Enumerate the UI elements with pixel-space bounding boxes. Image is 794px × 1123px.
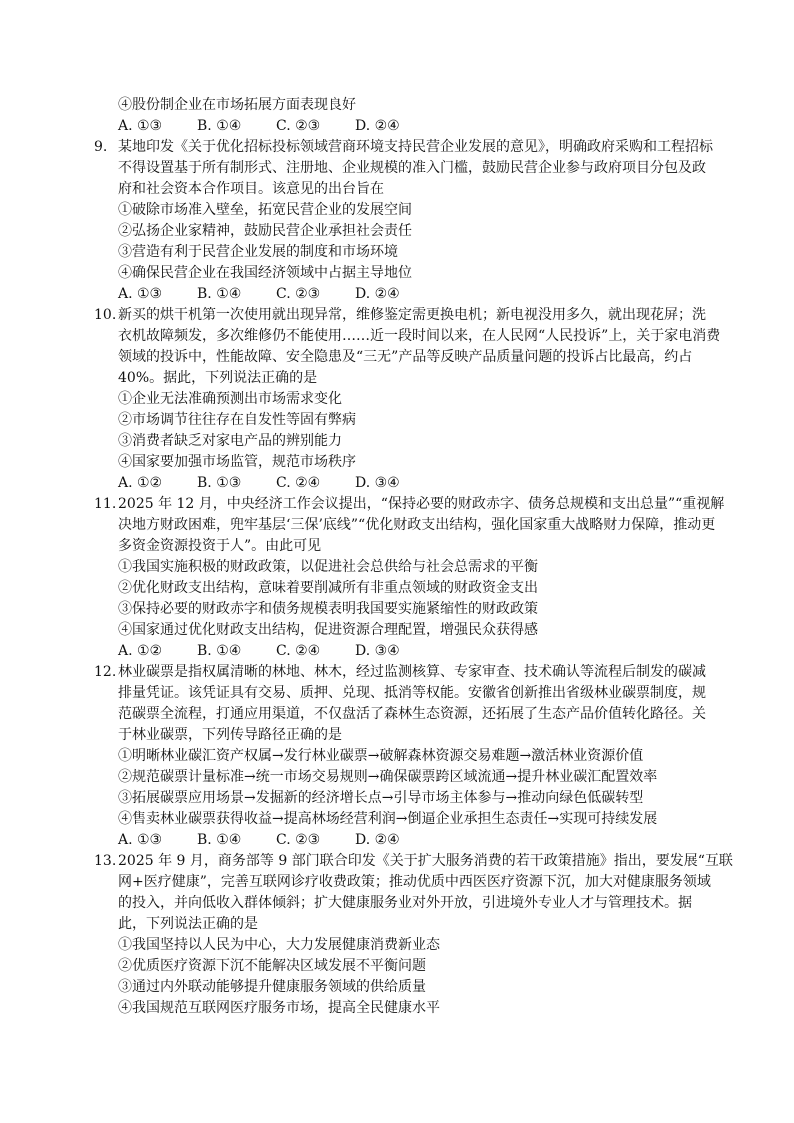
option-3: ③拓展碳票应用场景→发掘新的经济增长点→引导市场主体参与→推动向绿色低碳转型 xyxy=(118,790,644,806)
stem-line: 范碳票全流程，打通应用渠道，不仅盘活了森林生态资源，还拓展了生态产品价值转化路径。关 xyxy=(118,706,706,722)
answer-c: C. ②③ xyxy=(276,286,321,302)
answer-d: D. ③④ xyxy=(355,643,400,659)
option-2: ②优化财政支出结构，意味着要削减所有非重点领域的财政资金支出 xyxy=(118,580,538,596)
stem-line: 2025 年 12 月，中央经济工作会议提出，“保持必要的财政赤字、债务总规模和支出总量”“重视解 xyxy=(118,496,725,512)
answer-choices xyxy=(118,473,734,494)
question-10 xyxy=(94,305,734,494)
question-number: 9. xyxy=(94,139,108,155)
question-9 xyxy=(94,137,734,305)
stem-line: 不得设置基于所有制形式、注册地、企业规模的准入门槛，鼓励民营企业参与政府项目分包及政 xyxy=(118,160,706,176)
option-3: ③营造有利于民营企业发展的制度和市场环境 xyxy=(118,244,398,260)
question-number: 13. xyxy=(94,853,117,869)
answer-c: C. ②③ xyxy=(276,118,321,134)
stem-line: 此，下列说法正确的是 xyxy=(118,916,258,932)
option-1: ①明晰林业碳汇资产权属→发行林业碳票→破解森林资源交易难题→激活林业资源价值 xyxy=(118,748,644,764)
answer-a: A. ①② xyxy=(118,475,163,491)
answer-choices xyxy=(118,830,734,851)
stem-line: 府和社会资本合作项目。该意见的出台旨在 xyxy=(118,181,384,197)
answer-b: B. ①③ xyxy=(197,475,242,491)
stem-line: 决地方财政困难，兜牢基层‘三保’底线”“优化财政支出结构，强化国家重大战略财力保障，推动更 xyxy=(118,517,716,533)
option-2: ②优质医疗资源下沉不能解决区域发展不平衡问题 xyxy=(118,958,426,974)
stem-line: 于林业碳票，下列传导路径正确的是 xyxy=(118,727,342,743)
option-4: ④确保民营企业在我国经济领域中占据主导地位 xyxy=(118,265,412,281)
option-4: ④售卖林业碳票获得收益→提高林场经营利润→倒逼企业承担生态责任→实现可持续发展 xyxy=(118,811,658,827)
question-number: 10. xyxy=(94,307,117,323)
answer-choices xyxy=(118,284,734,305)
answer-d: D. ②④ xyxy=(355,832,400,848)
stem-line: 林业碳票是指权属清晰的林地、林木，经过监测核算、专家审查、技术确认等流程后制发的碳减 xyxy=(118,664,706,680)
stem-line: 的投入，并向低收入群体倾斜；扩大健康服务业对外开放，引进境外专业人才与管理技术。据 xyxy=(118,895,692,911)
answer-b: B. ①④ xyxy=(197,118,242,134)
option-3: ③通过内外联动能够提升健康服务领域的供给质量 xyxy=(118,979,426,995)
option-1: ①破除市场准入壁垒，拓宽民营企业的发展空间 xyxy=(118,202,412,218)
option-1: ①我国坚持以人民为中心，大力发展健康消费新业态 xyxy=(118,937,440,953)
answer-d: D. ③④ xyxy=(355,475,400,491)
option-4: ④股份制企业在市场拓展方面表现良好 xyxy=(118,97,356,113)
answer-d: D. ②④ xyxy=(355,286,400,302)
option-1: ①我国实施积极的财政政策，以促进社会总供给与社会总需求的平衡 xyxy=(118,559,538,575)
question-number: 11. xyxy=(94,496,117,512)
answer-c: C. ②④ xyxy=(276,475,321,491)
stem-line: 2025 年 9 月，商务部等 9 部门联合印发《关于扩大服务消费的若干政策措施》指出，要发展“互联 xyxy=(118,853,733,869)
stem-line: 某地印发《关于优化招标投标领域营商环境支持民营企业发展的意见》，明确政府采购和工程招标 xyxy=(118,139,713,155)
answer-d: D. ②④ xyxy=(355,118,400,134)
answer-a: A. ①③ xyxy=(118,118,163,134)
option-2: ②市场调节往往存在自发性等固有弊病 xyxy=(118,412,356,428)
stem-line: 新买的烘干机第一次使用就出现异常，维修鉴定需更换电机；新电视没用多久，就出现花屏；洗 xyxy=(118,307,706,323)
question-number: 12. xyxy=(94,664,117,680)
option-1: ①企业无法准确预测出市场需求变化 xyxy=(118,391,342,407)
answer-b: B. ①④ xyxy=(197,286,242,302)
stem-line: 衣机故障频发，多次维修仍不能使用……近一段时间以来，在人民网“人民投诉”上，关于家电消费 xyxy=(118,328,721,344)
question-13 xyxy=(94,851,734,1019)
stem-line: 排量凭证。该凭证具有交易、质押、兑现、抵消等权能。安徽省创新推出省级林业碳票制度，规 xyxy=(118,685,706,701)
question-8-continuation xyxy=(118,95,718,137)
answer-b: B. ①④ xyxy=(197,643,242,659)
option-4: ④我国规范互联网医疗服务市场，提高全民健康水平 xyxy=(118,1000,440,1016)
option-2: ②规范碳票计量标准→统一市场交易规则→确保碳票跨区域流通→提升林业碳汇配置效率 xyxy=(118,769,658,785)
option-3: ③保持必要的财政赤字和债务规模表明我国要实施紧缩性的财政政策 xyxy=(118,601,538,617)
option-2: ②弘扬企业家精神，鼓励民营企业承担社会责任 xyxy=(118,223,412,239)
answer-a: A. ①② xyxy=(118,643,163,659)
answer-a: A. ①③ xyxy=(118,832,163,848)
answer-choices xyxy=(118,641,734,662)
option-4: ④国家要加强市场监管，规范市场秩序 xyxy=(118,454,356,470)
option-3: ③消费者缺乏对家电产品的辨别能力 xyxy=(118,433,342,449)
question-12 xyxy=(94,662,734,851)
stem-line: 领域的投诉中，性能故障、安全隐患及“三无”产品等反映产品质量问题的投诉占比最高，约占 xyxy=(118,349,693,365)
answer-c: C. ②④ xyxy=(276,643,321,659)
question-11 xyxy=(94,494,734,662)
option-4: ④国家通过优化财政支出结构，促进资源合理配置，增强民众获得感 xyxy=(118,622,538,638)
answer-c: C. ②③ xyxy=(276,832,321,848)
answer-a: A. ①③ xyxy=(118,286,163,302)
stem-line: 多资金资源投资于人”。由此可见 xyxy=(118,538,322,554)
stem-line: 40%。据此，下列说法正确的是 xyxy=(118,370,318,386)
stem-line: 网+医疗健康”，完善互联网诊疗收费政策；推动优质中西医医疗资源下沉，加大对健康服务领域 xyxy=(118,874,711,890)
answer-choices xyxy=(118,116,718,137)
answer-b: B. ①④ xyxy=(197,832,242,848)
